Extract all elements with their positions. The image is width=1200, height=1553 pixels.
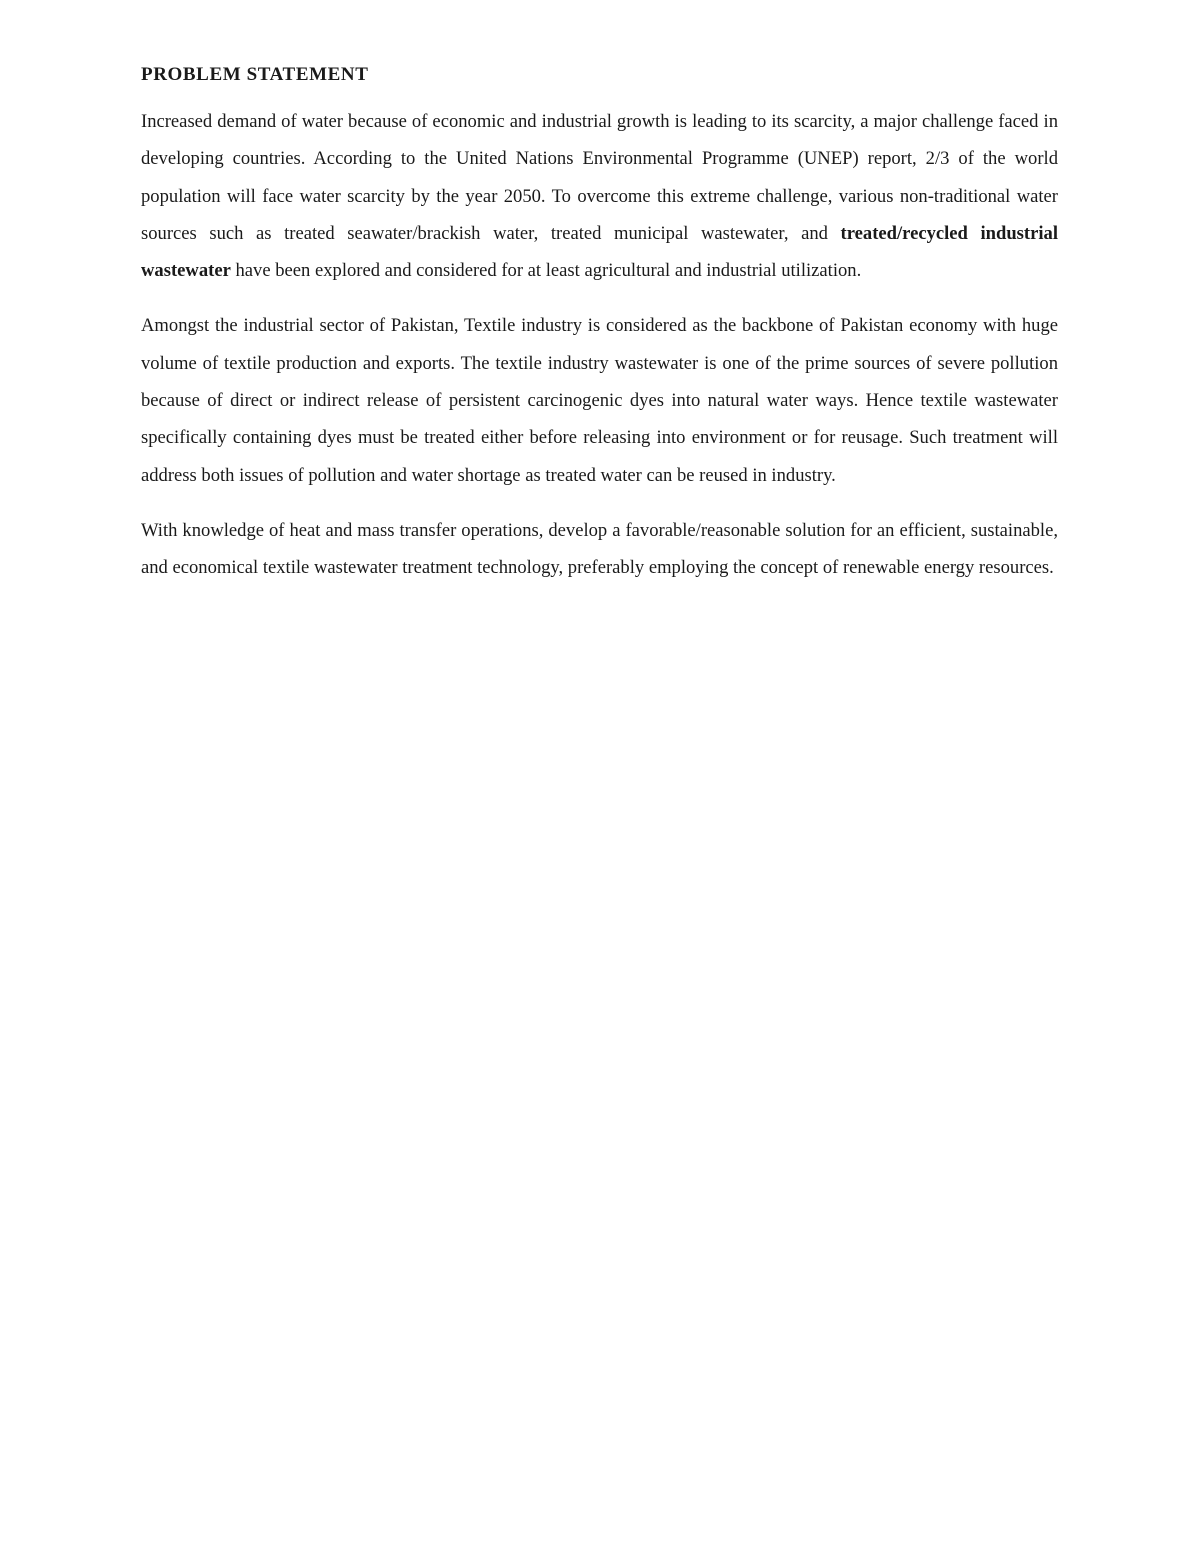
page-title: PROBLEM STATEMENT	[141, 64, 369, 85]
document-page	[141, 60, 1058, 605]
paragraph-3: With knowledge of heat and mass transfer operations, develop a favorable/reasonable solution for an efficient, sustainable, and economical textile wastewater treatment technology, preferably employing the concept of renewable energy resources.	[141, 519, 1058, 579]
paragraph-2: Amongst the industrial sector of Pakistan, Textile industry is considered as the backbone of Pakistan economy with huge volume of textile production and exports. The textile industry wastewater is one of the prime sources of severe pollution because of direct or indirect release of persistent carcinogenic dyes into natural water ways. Hence textile wastewater specifically containing dyes must be treated either before releasing into environment or for reusage. Such treatment will address both issues of pollution and water shortage as treated water can be reused in industry.	[141, 315, 1058, 486]
paragraph-1-text-start: Increased demand of water because of economic and industrial growth is leading to its scarcity, a major challenge faced in developing countries. According to the United Nations Environmental Programme (UNEP) report, 2/3 of the world population will face water scarcity by the year 2050. To overcome this extreme challenge, various non-traditional water sources such as treated seawater/brackish water, treated municipal wastewater, and	[141, 111, 1058, 244]
paragraph-1	[141, 103, 1058, 289]
paragraph-1-text-end: have been explored and considered for at least agricultural and industrial utilization.	[230, 260, 862, 282]
paragraph-1-bold-text: treated/recycled industrial wastewater	[141, 222, 1058, 282]
